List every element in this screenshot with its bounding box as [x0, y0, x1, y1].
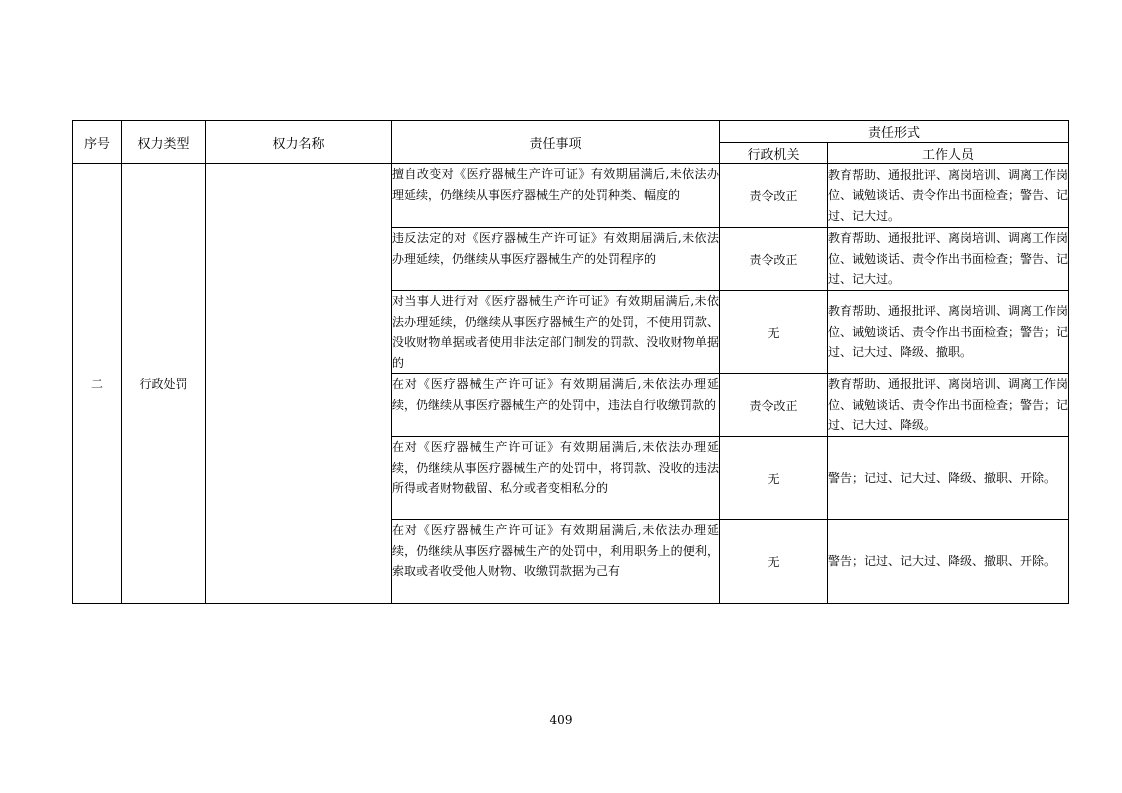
staff-cell: 教育帮助、通报批评、离岗培训、调离工作岗位、诫勉谈话、责令作出书面检查；警告、记过、记大过。 — [828, 228, 1069, 291]
header-power-name: 权力名称 — [206, 121, 392, 164]
duty-item-cell: 在对《医疗器械生产许可证》有效期届满后,未依法办理延续，仍继续从事医疗器械生产的处罚中，利用职务上的便利，索取或者收受他人财物、收缴罚款据为己有 — [392, 520, 720, 604]
staff-cell: 教育帮助、通报批评、离岗培训、调离工作岗位、诫勉谈话、责令作出书面检查；警告；记过、记大过、降级。 — [828, 374, 1069, 437]
duty-item-cell: 在对《医疗器械生产许可证》有效期届满后,未依法办理延续，仍继续从事医疗器械生产的处罚中，将罚款、没收的违法所得或者财物截留、私分或者变相私分的 — [392, 437, 720, 520]
duty-item-cell: 违反法定的对《医疗器械生产许可证》有效期届满后,未依法办理延续，仍继续从事医疗器械生产的处罚程序的 — [392, 228, 720, 291]
table-row — [73, 164, 1069, 228]
staff-cell: 警告；记过、记大过、降级、撤职、开除。 — [828, 520, 1069, 604]
duty-item-cell: 对当事人进行对《医疗器械生产许可证》有效期届满后,未依法办理延续，仍继续从事医疗器械生产的处罚，不使用罚款、没收财物单据或者使用非法定部门制发的罚款、没收财物单据的 — [392, 291, 720, 374]
staff-cell: 教育帮助、通报批评、离岗培训、调离工作岗位、诫勉谈话、责令作出书面检查；警告；记过、记大过、降级、撤职。 — [828, 291, 1069, 374]
staff-cell: 教育帮助、通报批评、离岗培训、调离工作岗位、诫勉谈话、责令作出书面检查；警告、记过、记大过。 — [828, 164, 1069, 228]
header-admin-org: 行政机关 — [720, 143, 828, 164]
responsibility-table — [72, 120, 1069, 604]
duty-item-cell: 在对《医疗器械生产许可证》有效期届满后,未依法办理延续，仍继续从事医疗器械生产的处罚中，违法自行收缴罚款的 — [392, 374, 720, 437]
admin-org-cell: 无 — [720, 437, 828, 520]
power-name-cell — [206, 164, 392, 604]
admin-org-cell: 责令改正 — [720, 228, 828, 291]
header-duty-form: 责任形式 — [720, 121, 1069, 143]
admin-org-cell: 责令改正 — [720, 164, 828, 228]
header-staff: 工作人员 — [828, 143, 1069, 164]
admin-org-cell: 无 — [720, 291, 828, 374]
seq-cell: 二 — [73, 164, 122, 604]
power-type-cell: 行政处罚 — [122, 164, 206, 604]
header-duty-item: 责任事项 — [392, 121, 720, 164]
header-seq: 序号 — [73, 121, 122, 164]
admin-org-cell: 责令改正 — [720, 374, 828, 437]
page-number: 409 — [549, 713, 573, 727]
staff-cell: 警告；记过、记大过、降级、撤职、开除。 — [828, 437, 1069, 520]
admin-org-cell: 无 — [720, 520, 828, 604]
duty-item-cell: 擅自改变对《医疗器械生产许可证》有效期届满后,未依法办理延续，仍继续从事医疗器械生产的处罚种类、幅度的 — [392, 164, 720, 228]
header-row-primary — [73, 121, 1069, 143]
header-power-type: 权力类型 — [122, 121, 206, 164]
